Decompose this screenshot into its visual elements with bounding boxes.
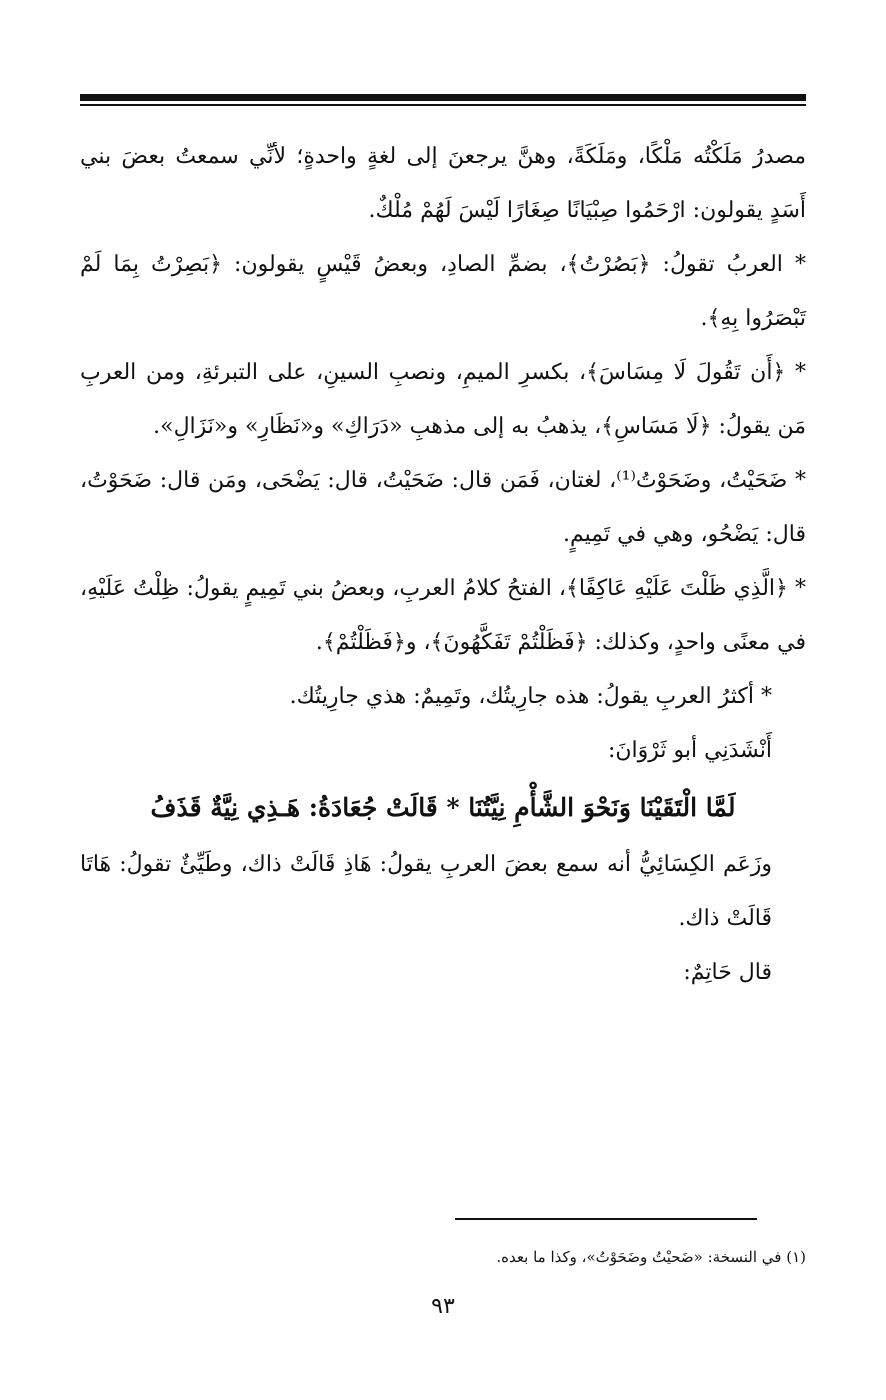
paragraph-2: * العربُ تقولُ: ﴿بَصُرْتُ﴾، بضمِّ الصادِ، وبعضُ قَيْسٍ يقولون: ﴿بَصِرْتُ بِمَا لَمْ تَبْصَرُوا بِهِ﴾. (80, 252, 806, 331)
footnote: (١) في النسخة: «ضَحيْتُ وضَحَوْتُ»، وكذا ما بعده. (496, 1248, 806, 1266)
paragraph-1: مصدرُ مَلَكْتُه مَلْكًا، ومَلَكَةً، وهنَّ يرجعنَ إلى لغةٍ واحدةٍ؛ لأنِّي سمعتُ بعضَ بني أَسَدٍ يقولون: ارْحَمُوا صِبْيَانًا صِغَارًا لَيْسَ لَهُمْ مُلْكٌ. (80, 144, 806, 223)
main-text (80, 130, 806, 1000)
paragraph-6: * أكثرُ العربِ يقولُ: هذه جارِيتُك، وتَمِيمٌ: هذي جارِيتُك. (289, 684, 772, 709)
paragraph-10: قال حَاتِمٌ: (683, 960, 772, 985)
paragraph-4: * ضَحَيْتُ، وضَحَوْتُ⁽¹⁾، لغتان، فَمَن قال: ضَحَيْتُ، قال: يَضْحَى، ومَن قال: ضَحَوْتُ، قال: يَضْحُو، وهي في تَمِيمٍ. (80, 468, 806, 547)
paragraph-9: وزَعَم الكِسَائِيُّ أنه سمع بعضَ العربِ يقولُ: هَاذِ قَالَتْ ذاك، وطَيِّئٌ تقولُ: هَاتَا قَالَتْ ذاك. (80, 852, 772, 931)
header-rule-thin (80, 104, 806, 106)
paragraph-5: * ﴿الَّذِي ظَلْتَ عَلَيْهِ عَاكِفًا﴾، الفتحُ كلامُ العربِ، وبعضُ بني تَمِيمٍ يقولُ: ظِلْتُ عَلَيْهِ، في معنًى واحدٍ، وكذلك: ﴿فَظَلْتُمْ تَفَكَّهُونَ﴾، و﴿فَظَلْتُمْ﴾. (80, 576, 806, 655)
paragraph-3: * ﴿أَن تَقُولَ لَا مِسَاسَ﴾، بكسرِ الميمِ، ونصبِ السينِ، على التبرئةِ، ومن العربِ مَن يقولُ: ﴿لَا مَسَاسِ﴾، يذهبُ به إلى مذهبِ «دَرَاكِ» و«نَظَارِ» و«نَزَالِ». (80, 360, 806, 439)
footnote-rule (455, 1218, 757, 1220)
header-rule (80, 94, 806, 108)
page-number: ٩٣ (431, 1294, 455, 1319)
header-rule-thick (80, 94, 806, 101)
paragraph-7: أَنْشَدَنِي أبو ثَرْوَانَ: (607, 738, 772, 763)
poetry-verse: لَمَّا الْتَقَيْنَا وَنَحْوَ الشَّأْمِ نِيَّتُنَا * قَالَتْ جُعَادَةُ: هَـذِي نِيَّةٌ قَذَفُ (150, 793, 736, 822)
